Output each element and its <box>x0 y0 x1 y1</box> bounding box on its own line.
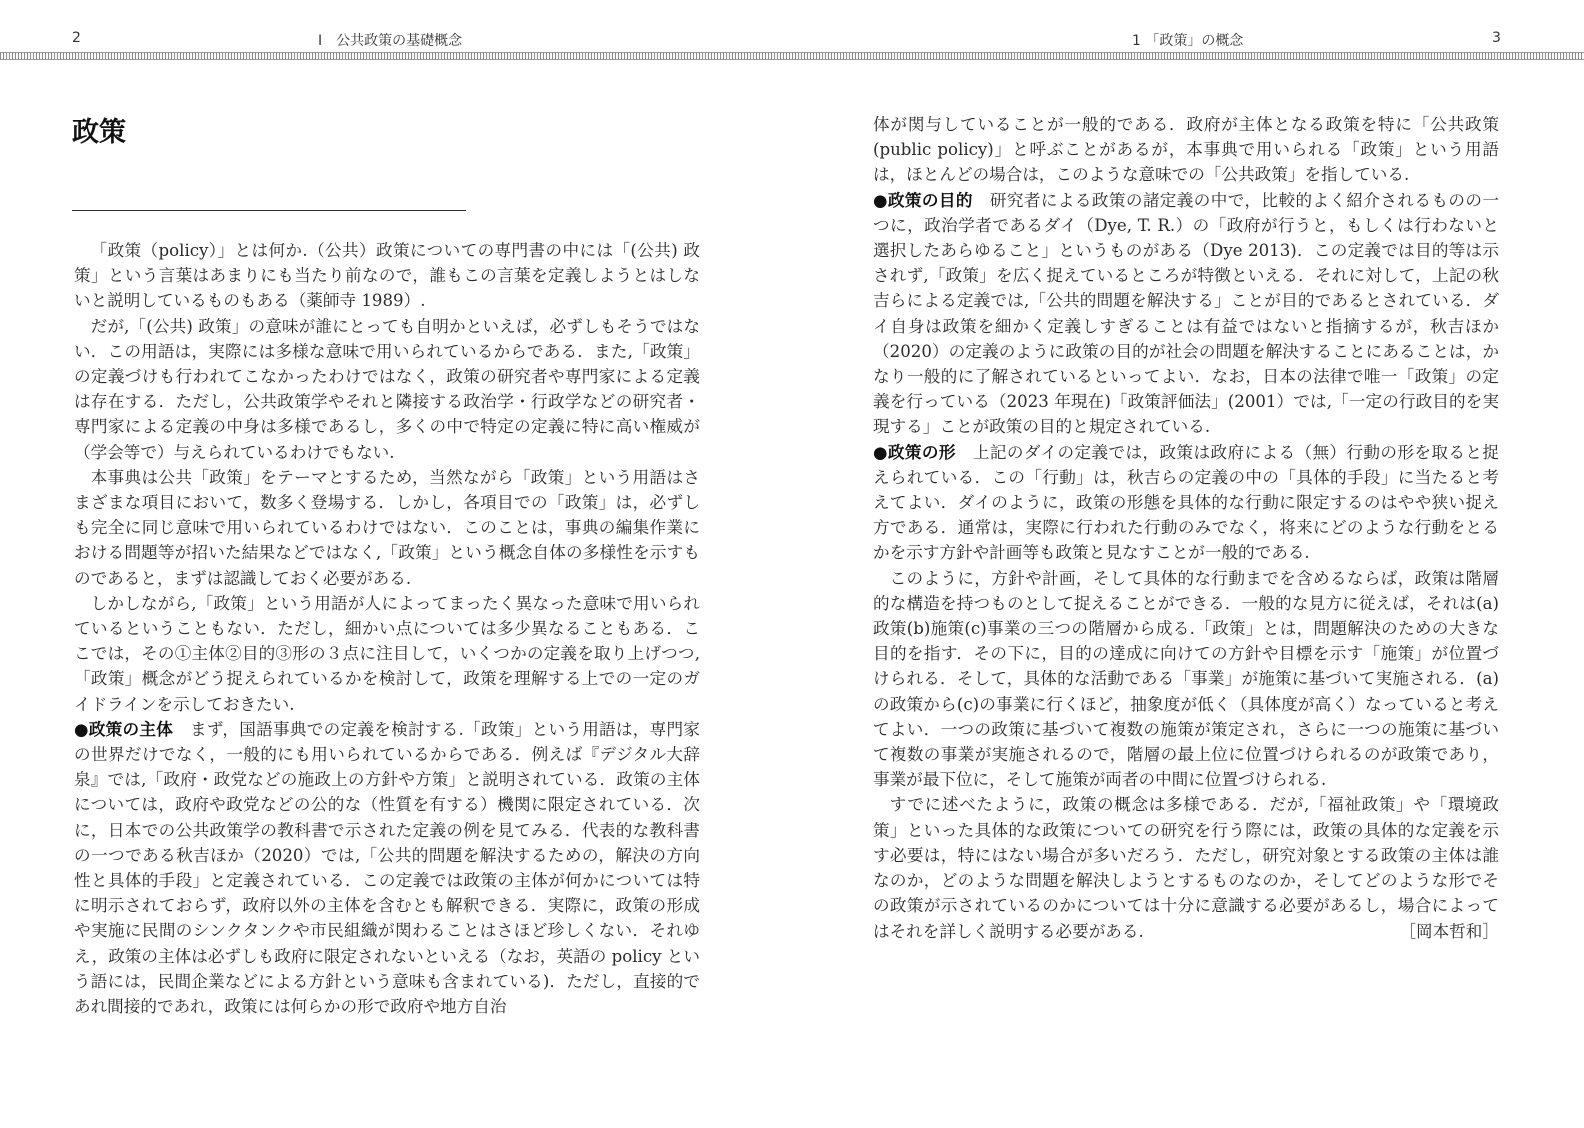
section-text: 研究者による政策の諸定義の中で，比較的よく紹介されるものの一つに，政治学者であるダイ（Dye, T. R.）の「政府が行うと，もしくは行わないと選択したあらゆること」というものがある（Dye 2013)．この定義では目的等は示されず,「政策」を広く捉えているところが特徴といえる．それに対して，上記の秋吉らによる定義では,「公共的問題を解決する」ことが目的であるとされている．ダイ自身は政策を細かく定義しすぎることは有益ではないと指摘するが，秋吉ほか（2020）の定義のように政策の目的が社会の問題を解決することにあることは，かなり一般的に了解されているといってよい．なお，日本の法律で唯一「政策」の定義を行っている（2023 年現在)「政策評価法」(2001）では,「一定の行政目的を実現する」ことが政策の目的と規定されている. <box>873 190 1499 437</box>
paragraph <box>873 792 1499 943</box>
left-running-title: I 公共政策の基礎概念 <box>318 33 463 49</box>
paragraph: 「政策（policy）」とは何か.（公共）政策についての専門書の中には「(公共) 政策」という言葉はあまりにも当たり前なので，誰もこの言葉を定義しようとはしないと説明しているものもある（薬師寺 1989）. <box>74 241 700 311</box>
left-page-number: 2 <box>72 30 81 46</box>
entry-title: 政策 <box>72 117 126 148</box>
right-page-number: 3 <box>1492 30 1501 46</box>
paragraph: このように，方針や計画，そして具体的な行動までを含めるならば，政策は階層的な構造を持つものとして捉えることができる．一般的な見方に従えば，それは(a)政策(b)施策(c)事業の三つの階層から成る.「政策」とは，問題解決のための大きな目的を指す．その下に，目的の達成に向けての方針や目標を示す「施策」が位置づけられる．そして，具体的な活動である「事業」が施策に基づいて実施される．(a)の政策から(c)の事業に行くほど，抽象度が低く（具体度が高く）なっていると考えてよい．一つの政策に基づいて複数の施策が策定され，さらに一つの施策に基づいて複数の事業が実施されるので，階層の最上位に位置づけられるのが政策であり，事業が最下位に，そして施策が両者の中間に位置づけられる. <box>873 568 1499 790</box>
right-column <box>873 112 1499 944</box>
section-paragraph <box>74 717 700 1019</box>
section-paragraph <box>873 440 1499 566</box>
section-heading-subject: ●政策の主体 <box>74 719 174 739</box>
section-paragraph <box>873 188 1499 440</box>
right-running-title: 1 「政策」の概念 <box>1132 33 1244 49</box>
paragraph: だが,「(公共) 政策」の意味が誰にとっても自明かといえば，必ずしもそうではない．この用語は，実際には多様な意味で用いられているからである．また,「政策」の定義づけも行われてこなかったわけではなく，政策の研究者や専門家による定義は存在する．ただし，公共政策学やそれと隣接する政治学・行政学などの研究者・専門家による定義の中身は多様であるし，多くの中で特定の定義に特に高い権威が（学会等で）与えられているわけでもない. <box>74 316 700 462</box>
author-credit: ［岡本哲和］ <box>1399 921 1499 941</box>
section-text: まず，国語事典での定義を検討する.「政策」という用語は，専門家の世界だけでなく，一般的にも用いられているからである．例えば『デジタル大辞泉』では,「政府・政党などの施政上の方針や方策」と説明されている．政策の主体については，政府や政党などの公的な（性質を有する）機関に限定されている．次に，日本での公共政策学の教科書で示された定義の例を見てみる．代表的な教科書の一つである秋吉ほか（2020）では,「公共的問題を解決するための，解決の方向性と具体的手段」と定義されている．この定義では政策の主体が何かについては特に明示されておらず，政府以外の主体を含むとも解釈できる．実際に，政策の形成や実施に民間のシンクタンクや市民組織が関わることはさほど珍しくない．それゆえ，政策の主体は必ずしも政府に限定されないといえる（なお，英語の policy という語には，民間企業などによる方針という意味も含まれている)．ただし，直接的であれ間接的であれ，政策には何らかの形で政府や地方自治 <box>74 719 700 1017</box>
section-heading-form: ●政策の形 <box>873 442 956 462</box>
section-text: 上記のダイの定義では，政策は政府による（無）行動の形を取ると捉えられている．この「行動」は，秋吉らの定義の中の「具体的手段」に当たると考えてよい．ダイのように，政策の形態を具体的な行動に限定するのはやや狭い捉え方である．通常は，実際に行われた行動のみでなく，将来にどのような行動をとるかを示す方針や計画等も政策と見なすことが一般的である. <box>873 442 1500 563</box>
header-rule <box>0 52 1584 60</box>
continued-paragraph: 体が関与していることが一般的である．政府が主体となる政策を特に「公共政策(public policy)」と呼ぶことがあるが，本事典で用いられる「政策」という用語は，ほとんどの場合は，このような意味での「公共政策」を指している. <box>873 115 1499 185</box>
title-underline <box>72 210 466 211</box>
paragraph: 本事典は公共「政策」をテーマとするため，当然ながら「政策」という用語はさまざまな項目において，数多く登場する．しかし，各項目での「政策」は，必ずしも完全に同じ意味で用いられているわけではない．このことは，事典の編集作業における問題等が招いた結果などではなく,「政策」という概念自体の多様性を示すものであると，まずは認識しておく必要がある. <box>74 467 700 588</box>
left-column <box>74 238 700 1019</box>
paragraph-text: すでに述べたように，政策の概念は多様である．だが,「福祉政策」や「環境政策」といった具体的な政策についての研究を行う際には，政策の具体的な定義を示す必要は，特にはない場合が多いだろう．ただし，研究対象とする政策の主体は誰なのか，どのような問題を解決しようとするものなのか，そしてどのような形でその政策が示されているのかについては十分に意識する必要があるし，場合によってはそれを詳しく説明する必要がある. <box>873 795 1499 941</box>
section-heading-purpose: ●政策の目的 <box>873 190 973 210</box>
paragraph: しかしながら,「政策」という用語が人によってまったく異なった意味で用いられているということもない．ただし，細かい点については多少異なることもある．ここでは，その①主体②目的③形の３点に注目して，いくつかの定義を取り上げつつ,「政策」概念がどう捉えられているかを検討して，政策を理解する上での一定のガイドラインを示しておきたい. <box>74 593 700 714</box>
